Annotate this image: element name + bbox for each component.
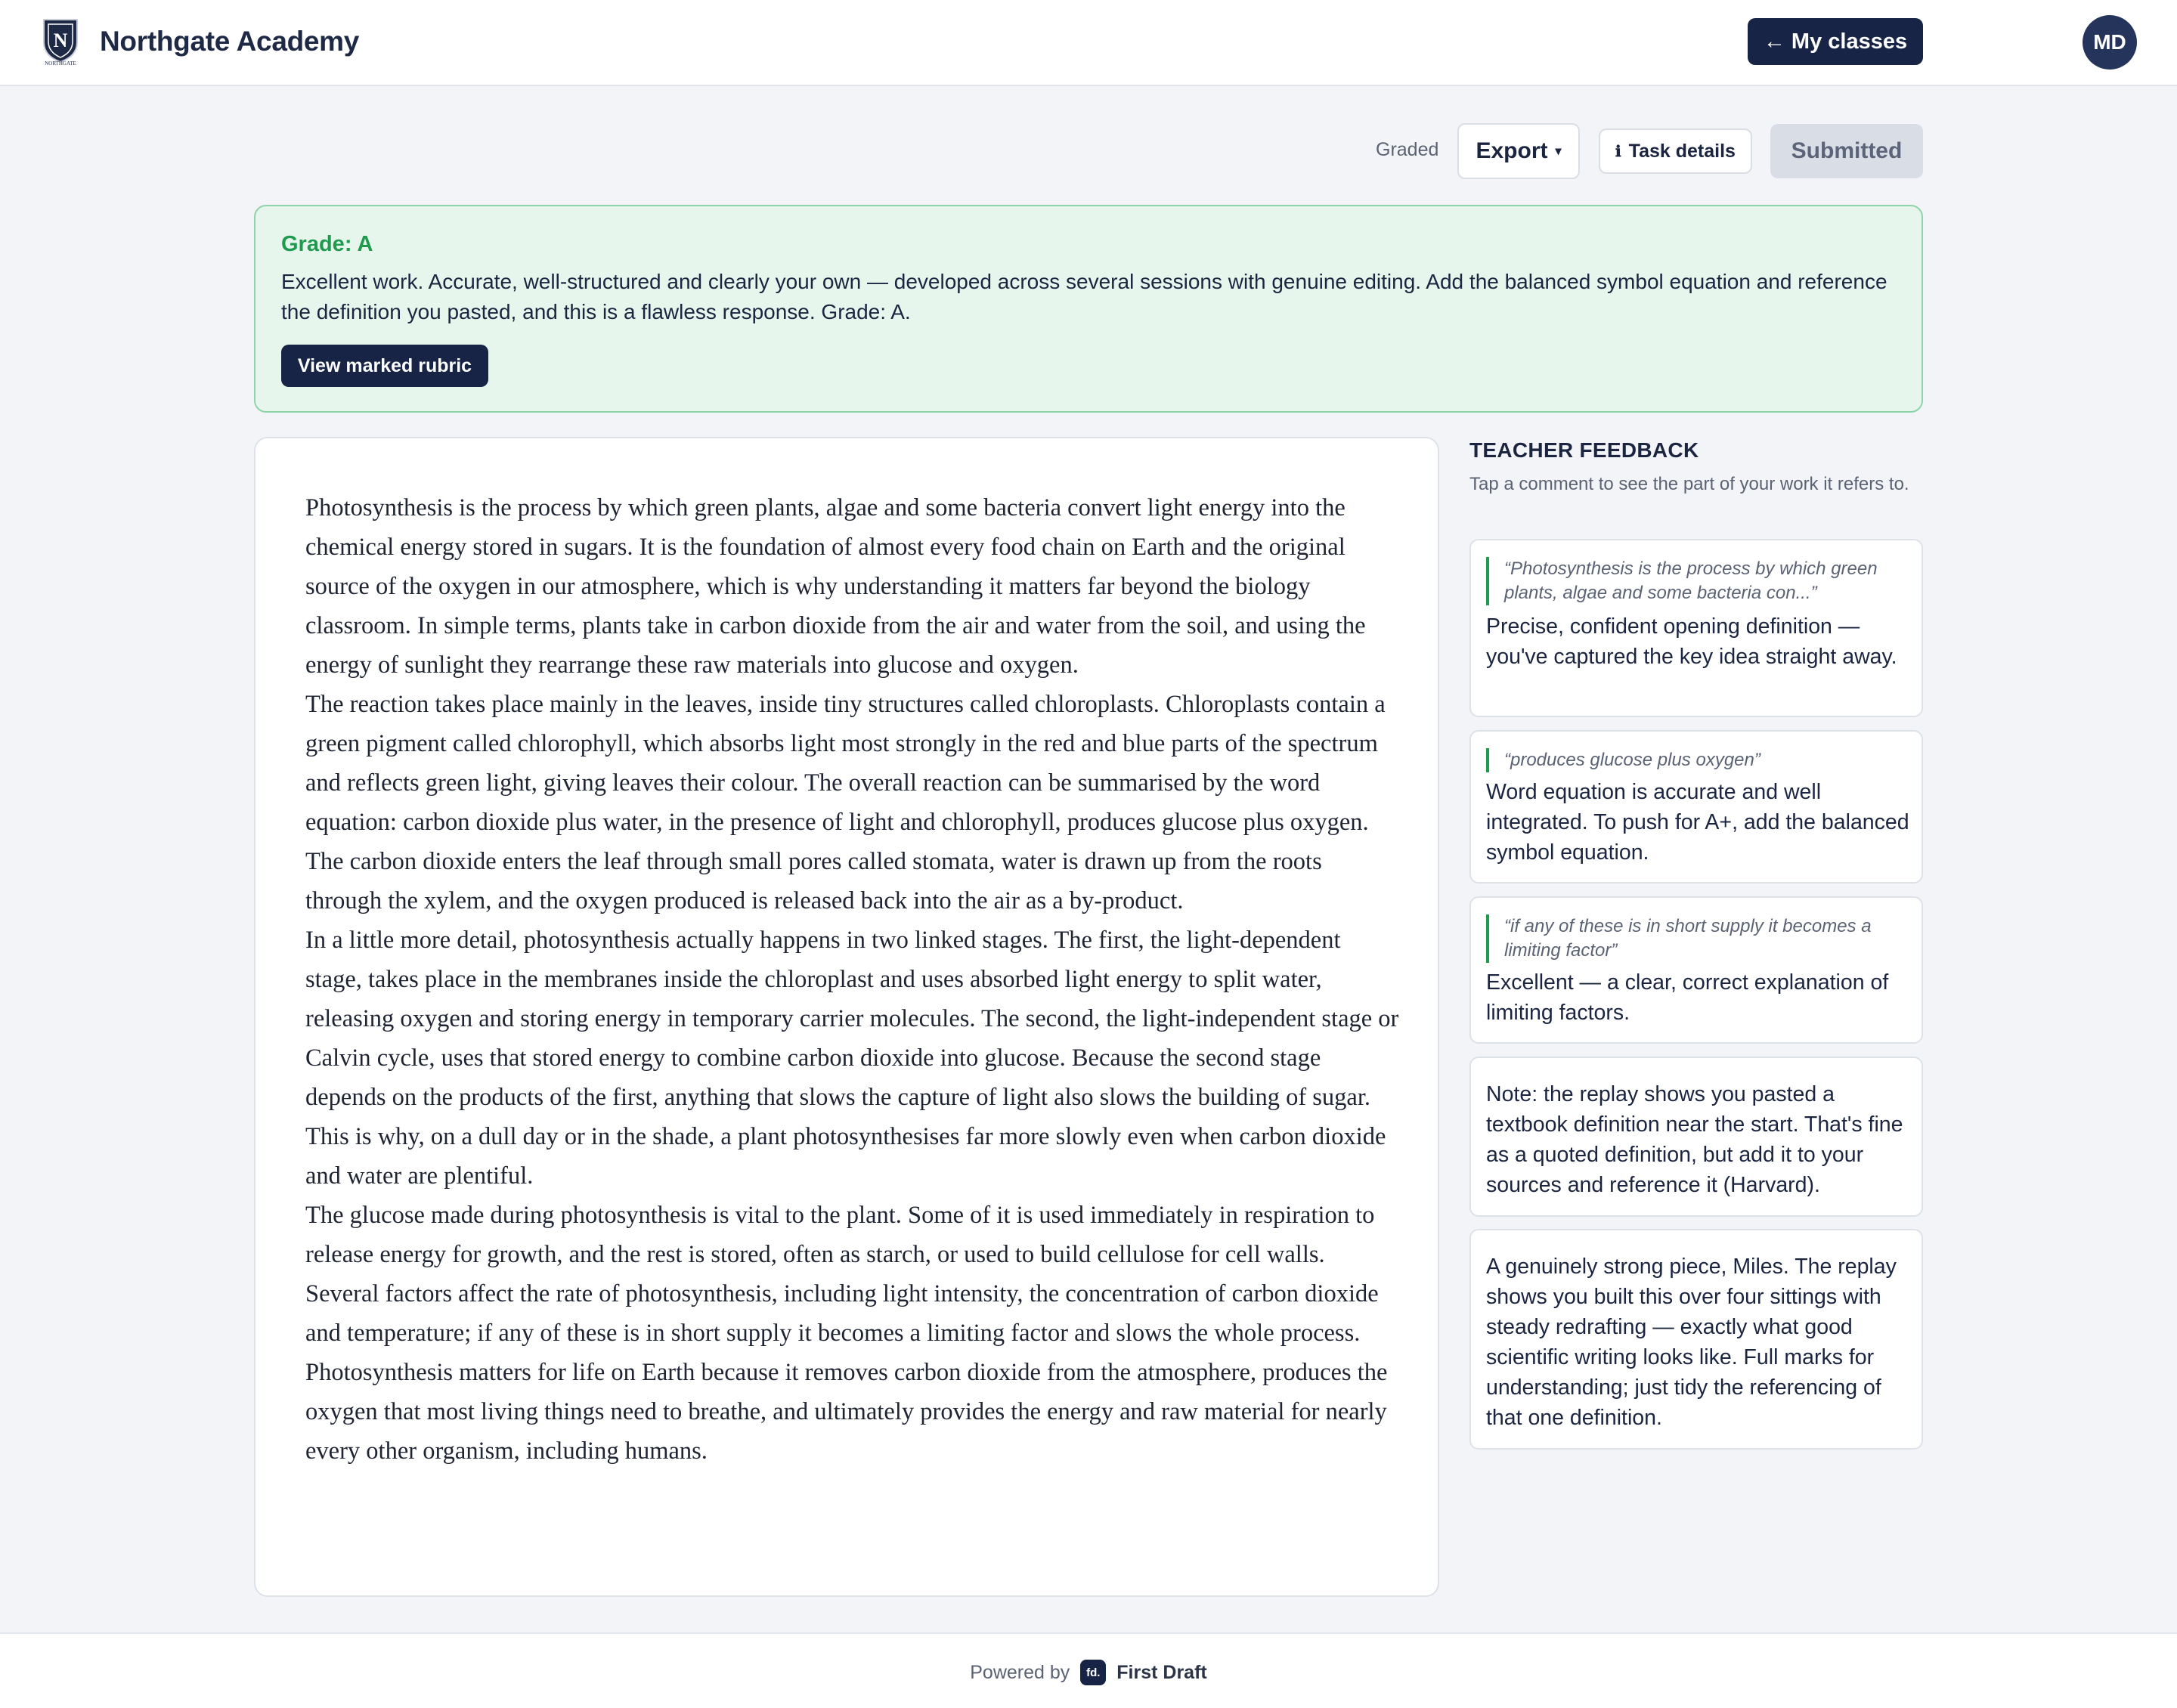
crest-text: NORTHGATE — [45, 60, 76, 67]
task-details-label: Task details — [1628, 140, 1736, 162]
status-label: Graded — [1376, 139, 1439, 160]
feedback-quote: “Photosynthesis is the process by which green plants, algae and some bacteria con...” — [1486, 557, 1906, 605]
feedback-comment-card[interactable] — [1469, 896, 1923, 1044]
feedback-comment-text: A genuinely strong piece, Miles. The replay shows you built this over four sittings with steady redrafting — exactly what good scientific writing looks like. Full marks for understanding; just tidy the referencing of that one definition. — [1486, 1255, 1897, 1430]
submitted-button[interactable]: Submitted — [1770, 124, 1923, 178]
footer — [0, 1632, 2177, 1708]
export-button[interactable] — [1457, 123, 1580, 179]
feedback-comment-card[interactable] — [1469, 1229, 1923, 1450]
feedback-comment-text: Note: the replay shows you pasted a textbook definition near the start. That's fine as a quoted definition, but add it to your sources and reference it (Harvard). — [1486, 1082, 1903, 1197]
product-name[interactable]: First Draft — [1116, 1661, 1207, 1683]
export-label: Export — [1476, 138, 1548, 163]
essay-card — [254, 437, 1439, 1597]
feedback-subheading: Tap a comment to see the part of your work it refers to. — [1469, 474, 1909, 494]
feedback-quote: “if any of these is in short supply it becomes a limiting factor” — [1486, 914, 1906, 963]
feedback-comment-card[interactable] — [1469, 539, 1923, 717]
essay-paragraph[interactable]: The glucose made during photosynthesis is vital to the plant. Some of it is used immediately in respiration to release energy for growth, and the rest is stored, often as starch, or used to build cellulose for cell walls. Several factors affect the rate of photosynthesis, including light intensity, the concentration of carbon dioxide and temperature; if any of these is in short supply it becomes a limiting factor and slows the whole process. Photosynthesis matters for life on Earth because it removes carbon dioxide from the atmosphere, produces the oxygen that most living things need to breathe, and ultimately provides the energy and raw material for nearly every other organism, including humans. — [305, 1202, 1388, 1465]
task-details-button[interactable] — [1599, 128, 1752, 174]
feedback-comment-text: Precise, confident opening definition — you've captured the key idea straight away. — [1486, 614, 1897, 669]
view-rubric-button[interactable]: View marked rubric — [281, 345, 488, 387]
essay-paragraph[interactable]: Photosynthesis is the process by which green plants, algae and some bacteria convert light energy into the chemical energy stored in sugars. It is the foundation of almost every food chain on Earth and the original source of the oxygen in our atmosphere, which is why understanding it matters far beyond the biology classroom. In simple terms, plants take in carbon dioxide from the air and water from the soil, and using the energy of sunlight they rearrange these raw materials into glucose and oxygen. — [305, 494, 1366, 679]
brand[interactable] — [38, 17, 359, 67]
essay-paragraph[interactable]: In a little more detail, photosynthesis actually happens in two linked stages. The first, the light-dependent stage, takes place in the membranes inside the chloroplast and uses absorbed light energy to split water, releasing oxygen and storing energy in temporary carrier molecules. The second, the light-independent stage or Calvin cycle, uses that stored energy to combine carbon dioxide into glucose. Because the second stage depends on the products of the first, anything that slows the capture of light also slows the building of sugar. This is why, on a dull day or in the shade, a plant photosynthesises far more slowly even when carbon dioxide and water are plentiful. — [305, 927, 1399, 1190]
top-bar — [0, 0, 2177, 86]
feedback-comment-card[interactable] — [1469, 730, 1923, 883]
feedback-quote: “produces glucose plus oxygen” — [1486, 748, 1906, 772]
feedback-comment-text: Excellent — a clear, correct explanation of limiting factors. — [1486, 970, 1889, 1025]
feedback-comment-card[interactable] — [1469, 1057, 1923, 1217]
essay-body — [305, 488, 1401, 1471]
school-crest-icon — [38, 17, 83, 67]
avatar[interactable]: MD — [2083, 15, 2137, 70]
grade-banner — [254, 205, 1923, 413]
crest-letter: N — [53, 29, 68, 51]
first-draft-logo-icon: fd. — [1080, 1660, 1106, 1685]
caret-down-icon: ▾ — [1555, 145, 1562, 158]
powered-by-label: Powered by — [970, 1661, 1070, 1683]
grade-title: Grade: A — [281, 232, 373, 256]
powered-by — [0, 1660, 2177, 1685]
info-icon: ℹ — [1615, 143, 1621, 160]
grade-summary: Excellent work. Accurate, well-structured and clearly your own — developed across several sessions with genuine editing. Add the balanced symbol equation and reference the definition you pasted, and this is a flawless response. Grade: A. — [281, 270, 1887, 323]
essay-paragraph[interactable]: The reaction takes place mainly in the leaves, inside tiny structures called chloroplasts. Chloroplasts contain a green pigment called chlorophyll, which absorbs light most strongly in the red and blue parts of the spectrum and reflects green light, giving leaves their colour. The overall reaction can be summarised by the word equation: carbon dioxide plus water, in the presence of light and chlorophyll, produces glucose plus oxygen. The carbon dioxide enters the leaf through small pores called stomata, water is drawn up from the roots through the xylem, and the oxygen produced is released back into the air as a by-product. — [305, 691, 1386, 914]
school-name: Northgate Academy — [100, 26, 360, 57]
feedback-heading: TEACHER FEEDBACK — [1469, 438, 1699, 462]
feedback-comment-text: Word equation is accurate and well integrated. To push for A+, add the balanced symbol equation. — [1486, 780, 1909, 865]
my-classes-button[interactable]: ← My classes — [1748, 18, 1923, 65]
